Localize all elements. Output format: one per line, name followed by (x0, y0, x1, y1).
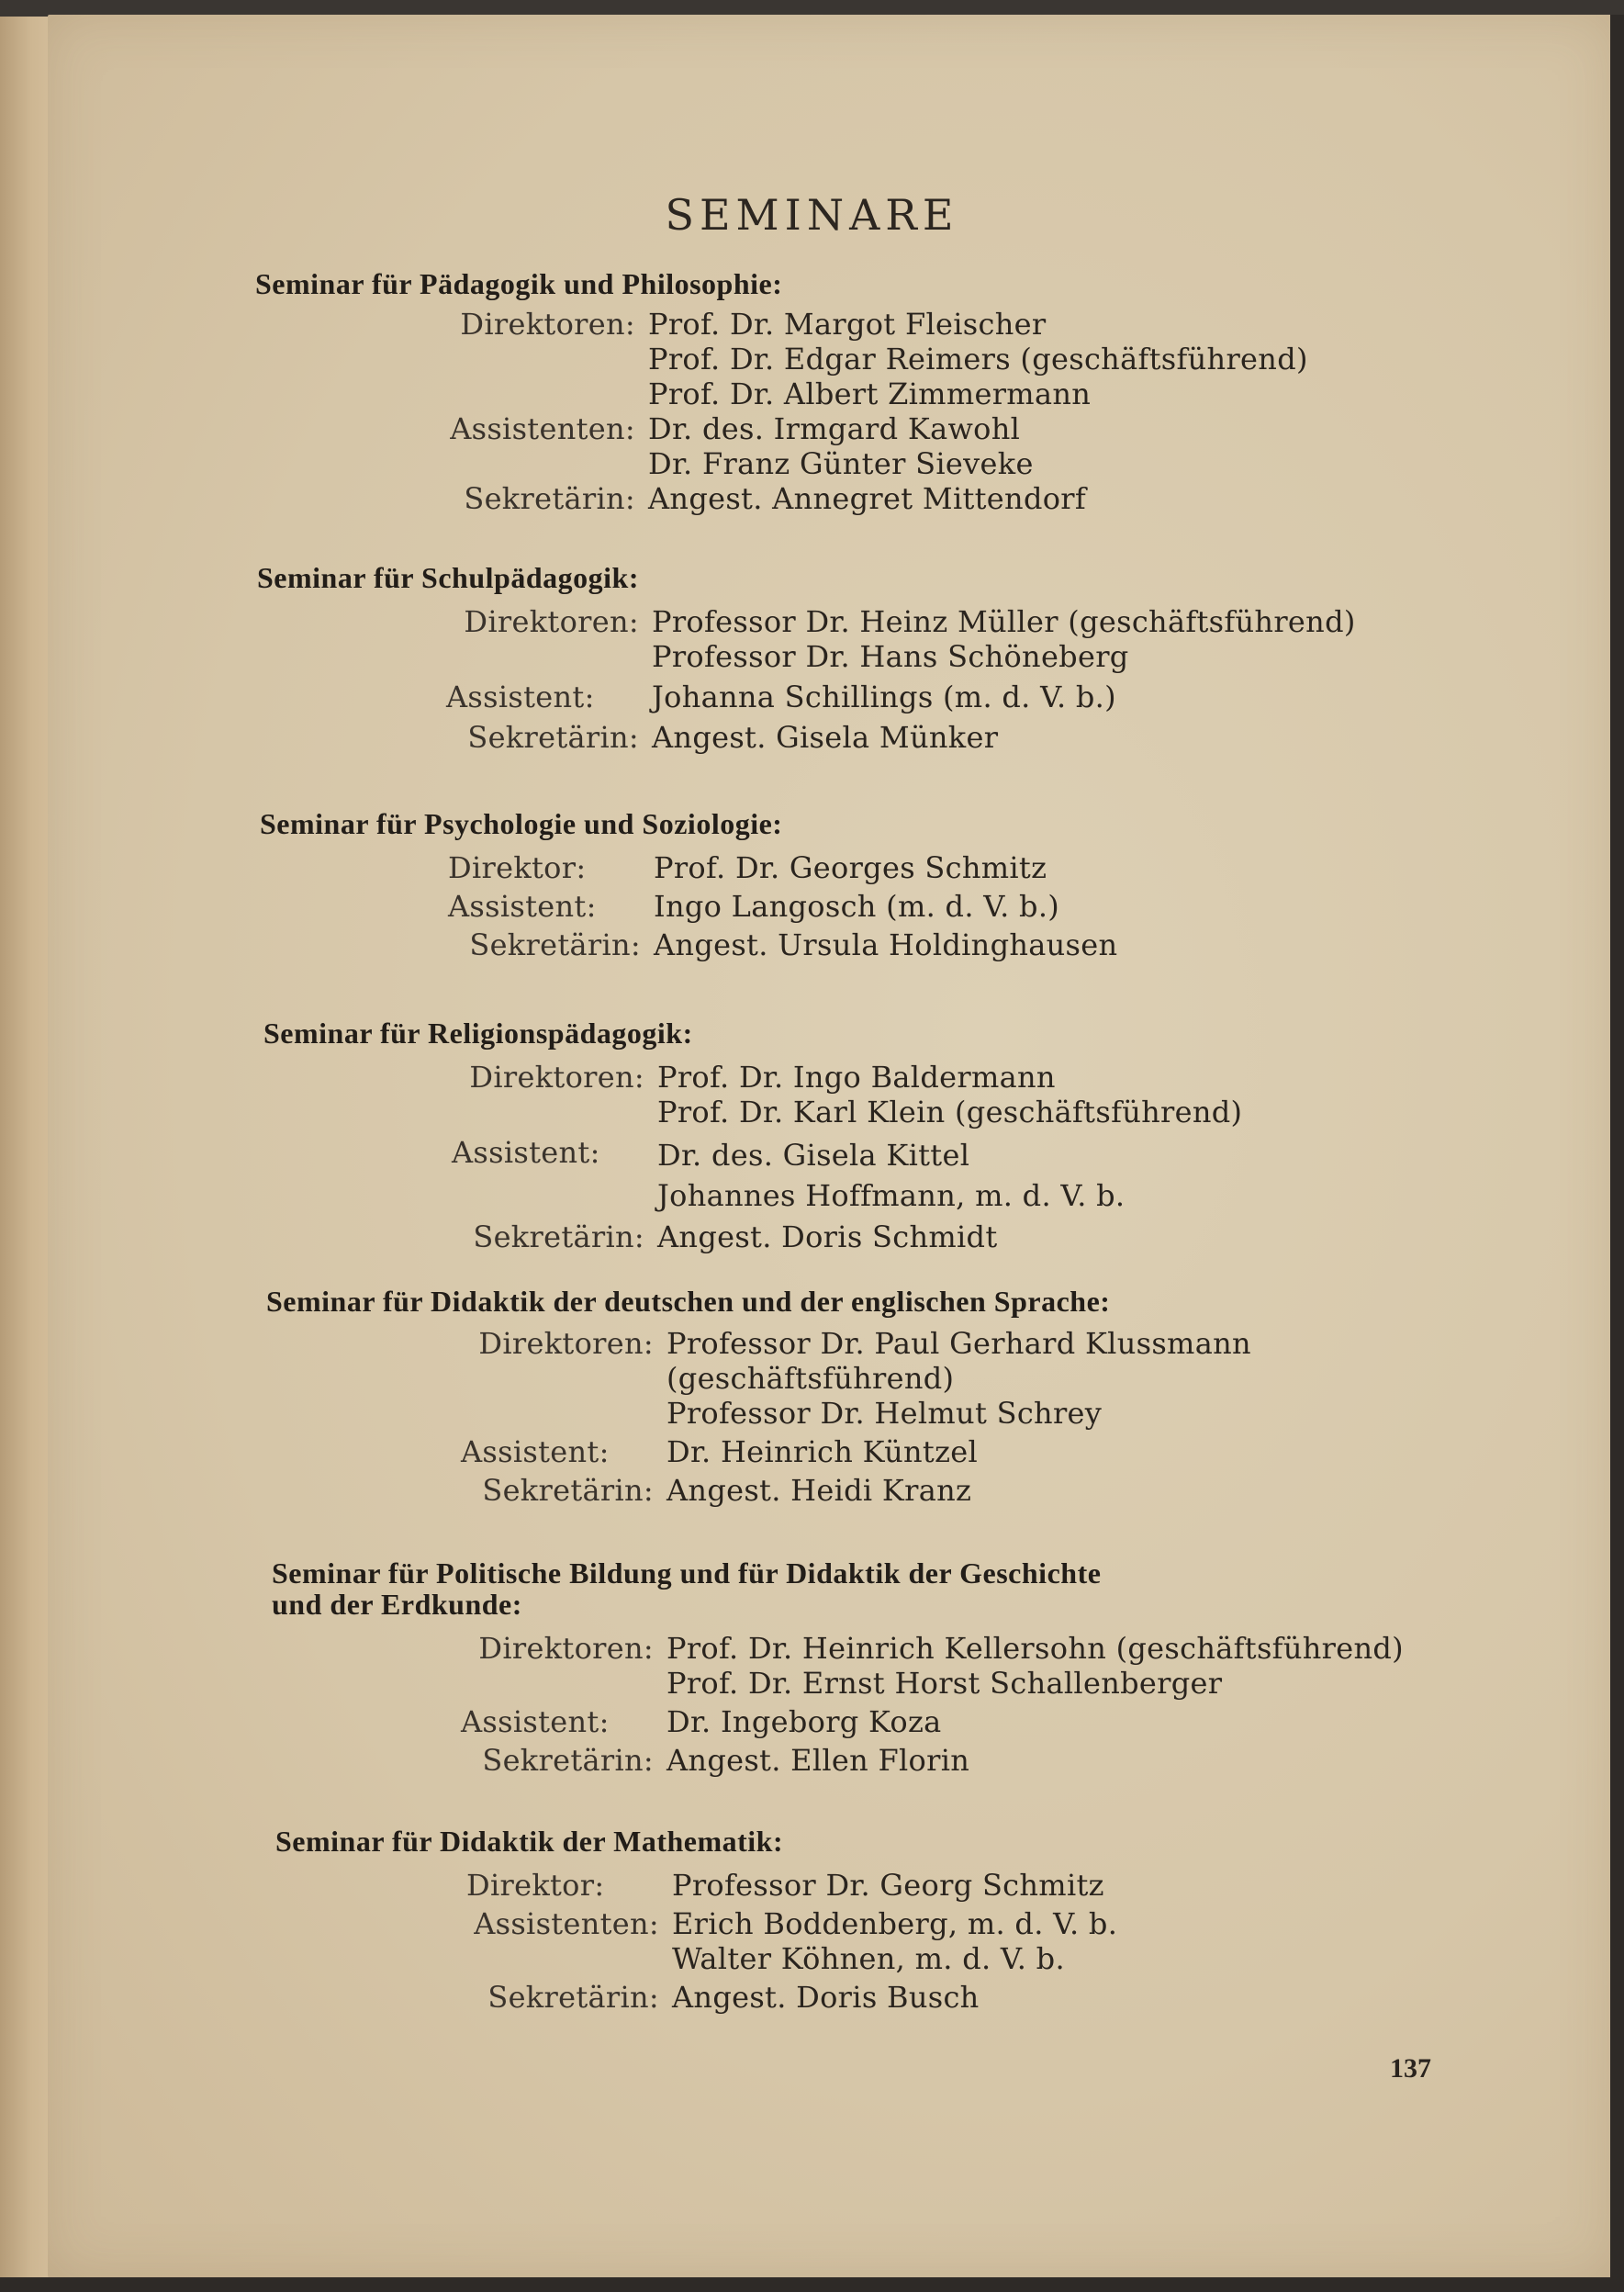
staff-row-assistant (452, 1135, 1624, 1216)
staff-row-assistant (461, 1434, 1624, 1469)
names-list (648, 307, 1308, 411)
seminar-heading: Seminar für Psychologie und Soziologie: (260, 807, 783, 840)
role-label: Assistenten: (450, 411, 635, 446)
seminar-heading: Seminar für Pädagogik und Philosophie: (255, 267, 783, 300)
staff-row-directors (461, 1326, 1624, 1431)
names-list (666, 1326, 1251, 1431)
seminar-didaktik-sprache (0, 1286, 1624, 1508)
role-label: Sekretärin: (482, 1743, 654, 1778)
person-name: Prof. Dr. Margot Fleischer (648, 307, 1047, 342)
role-label: Assistent: (448, 889, 597, 924)
role-label: Assistent: (452, 1135, 600, 1170)
person-name: Professor Dr. Heinz Müller (geschäftsführend) (652, 604, 1356, 639)
role-label: Sekretärin: (482, 1473, 654, 1508)
person-name: Johannes Hoffmann, m. d. V. b. (657, 1178, 1126, 1213)
person-name: Dr. Franz Günter Sieveke (648, 446, 1034, 481)
seminar-paedagogik-philosophie (0, 268, 1624, 516)
seminar-staff (452, 1060, 1624, 1254)
seminar-heading: Seminar für Religionspädagogik: (263, 1017, 693, 1050)
staff-row-directors (446, 604, 1624, 674)
seminar-heading: Seminar für Schulpädagogik: (257, 561, 639, 594)
role-label: Direktoren: (460, 307, 635, 342)
role-label: Sekretärin: (464, 481, 635, 516)
staff-row-director (466, 1868, 1624, 1903)
person-name: Prof. Dr. Ingo Baldermann (657, 1060, 1056, 1095)
person-name: Dr. Ingeborg Koza (666, 1704, 942, 1739)
names-list (666, 1704, 942, 1739)
role-label: Sekretärin: (467, 720, 639, 755)
person-name: Prof. Dr. Heinrich Kellersohn (geschäftsführend) (666, 1631, 1404, 1666)
names-list (654, 850, 1047, 885)
page-title: SEMINARE (665, 189, 959, 240)
role-label: Assistent: (461, 1704, 610, 1739)
names-list (657, 1219, 998, 1254)
staff-row-directors (442, 307, 1624, 411)
person-name: Erich Boddenberg, m. d. V. b. (672, 1906, 1118, 1941)
staff-row-secretary (446, 720, 1624, 755)
seminar-didaktik-mathematik (0, 1826, 1624, 2015)
person-name: Angest. Gisela Münker (652, 720, 999, 755)
seminar-staff (442, 307, 1624, 516)
person-name: Angest. Doris Busch (672, 1980, 980, 2015)
names-list (652, 604, 1356, 674)
person-name: Professor Dr. Helmut Schrey (666, 1396, 1103, 1431)
seminar-heading-continued: und der Erdkunde: (272, 1588, 522, 1621)
names-list (657, 1060, 1242, 1129)
person-name: Angest. Ellen Florin (666, 1743, 970, 1778)
names-list (666, 1631, 1404, 1701)
seminar-staff (448, 850, 1624, 962)
role-label: Direktor: (448, 850, 587, 885)
staff-row-assistant (446, 680, 1624, 714)
staff-row-secretary (466, 1980, 1624, 2015)
person-name: Angest. Ursula Holdinghausen (654, 927, 1118, 962)
role-label: Direktoren: (464, 604, 639, 639)
person-name: Dr. des. Irmgard Kawohl (648, 411, 1021, 446)
person-name: Ingo Langosch (m. d. V. b.) (654, 889, 1060, 924)
names-list (672, 1868, 1104, 1903)
seminar-staff (461, 1326, 1624, 1508)
person-name: Prof. Dr. Edgar Reimers (geschäftsführend) (648, 342, 1308, 376)
role-label: Direktoren: (478, 1631, 654, 1666)
person-name: Prof. Dr. Georges Schmitz (654, 850, 1047, 885)
role-label: Direktoren: (478, 1326, 654, 1361)
person-name: (geschäftsführend) (666, 1361, 955, 1396)
role-label: Assistent: (446, 680, 595, 714)
person-name: Prof. Dr. Ernst Horst Schallenberger (666, 1666, 1223, 1701)
seminar-heading: Seminar für Politische Bildung und für Didaktik der Geschichte (272, 1556, 1102, 1590)
seminar-heading: Seminar für Didaktik der Mathematik: (275, 1825, 784, 1858)
names-list (666, 1434, 978, 1469)
seminar-staff (461, 1631, 1624, 1778)
seminar-politische-bildung (0, 1557, 1624, 1778)
staff-row-directors (461, 1631, 1624, 1701)
person-name: Johanna Schillings (m. d. V. b.) (652, 680, 1116, 714)
role-label: Direktoren: (469, 1060, 644, 1095)
person-name: Angest. Doris Schmidt (657, 1219, 998, 1254)
staff-row-secretary (461, 1743, 1624, 1778)
seminar-psychologie-soziologie (0, 808, 1624, 962)
staff-row-director (448, 850, 1624, 885)
staff-row-assistant (461, 1704, 1624, 1739)
staff-row-assistants (466, 1906, 1624, 1976)
person-name: Professor Dr. Hans Schöneberg (652, 639, 1129, 674)
staff-row-secretary (442, 481, 1624, 516)
role-label: Sekretärin: (469, 927, 641, 962)
names-list (666, 1473, 971, 1508)
role-label: Sekretärin: (487, 1980, 659, 2015)
person-name: Angest. Heidi Kranz (666, 1473, 972, 1508)
names-list (654, 927, 1117, 962)
staff-row-assistant (448, 889, 1624, 924)
names-list (672, 1906, 1117, 1976)
staff-row-secretary (448, 927, 1624, 962)
role-label: Sekretärin: (473, 1219, 644, 1254)
seminar-staff (446, 604, 1624, 755)
person-name: Walter Köhnen, m. d. V. b. (672, 1941, 1065, 1976)
names-list (648, 481, 1086, 516)
person-name: Professor Dr. Georg Schmitz (672, 1868, 1104, 1903)
person-name: Prof. Dr. Albert Zimmermann (648, 376, 1092, 411)
seminar-staff (466, 1868, 1624, 2015)
names-list (672, 1980, 980, 2015)
person-name: Prof. Dr. Karl Klein (geschäftsführend) (657, 1095, 1243, 1129)
names-list (657, 1135, 1125, 1216)
seminar-religionspaedagogik (0, 1017, 1624, 1254)
names-list (654, 889, 1059, 924)
names-list (648, 411, 1034, 481)
person-name: Professor Dr. Paul Gerhard Klussmann (666, 1326, 1251, 1361)
role-label: Assistent: (461, 1434, 610, 1469)
names-list (652, 680, 1116, 714)
staff-row-assistants (442, 411, 1624, 481)
staff-row-secretary (461, 1473, 1624, 1508)
person-name: Dr. Heinrich Küntzel (666, 1434, 979, 1469)
names-list (652, 720, 998, 755)
person-name: Angest. Annegret Mittendorf (648, 481, 1087, 516)
seminar-schulpaedagogik (0, 562, 1624, 755)
role-label: Direktor: (466, 1868, 605, 1903)
page-number: 137 (1390, 2053, 1431, 2084)
person-name: Dr. des. Gisela Kittel (657, 1138, 970, 1173)
names-list (666, 1743, 969, 1778)
seminar-heading: Seminar für Didaktik der deutschen und der englischen Sprache: (266, 1285, 1111, 1318)
role-label: Assistenten: (474, 1906, 659, 1941)
staff-row-secretary (452, 1219, 1624, 1254)
staff-row-directors (452, 1060, 1624, 1129)
scan-edge-bottom (0, 2277, 1624, 2292)
